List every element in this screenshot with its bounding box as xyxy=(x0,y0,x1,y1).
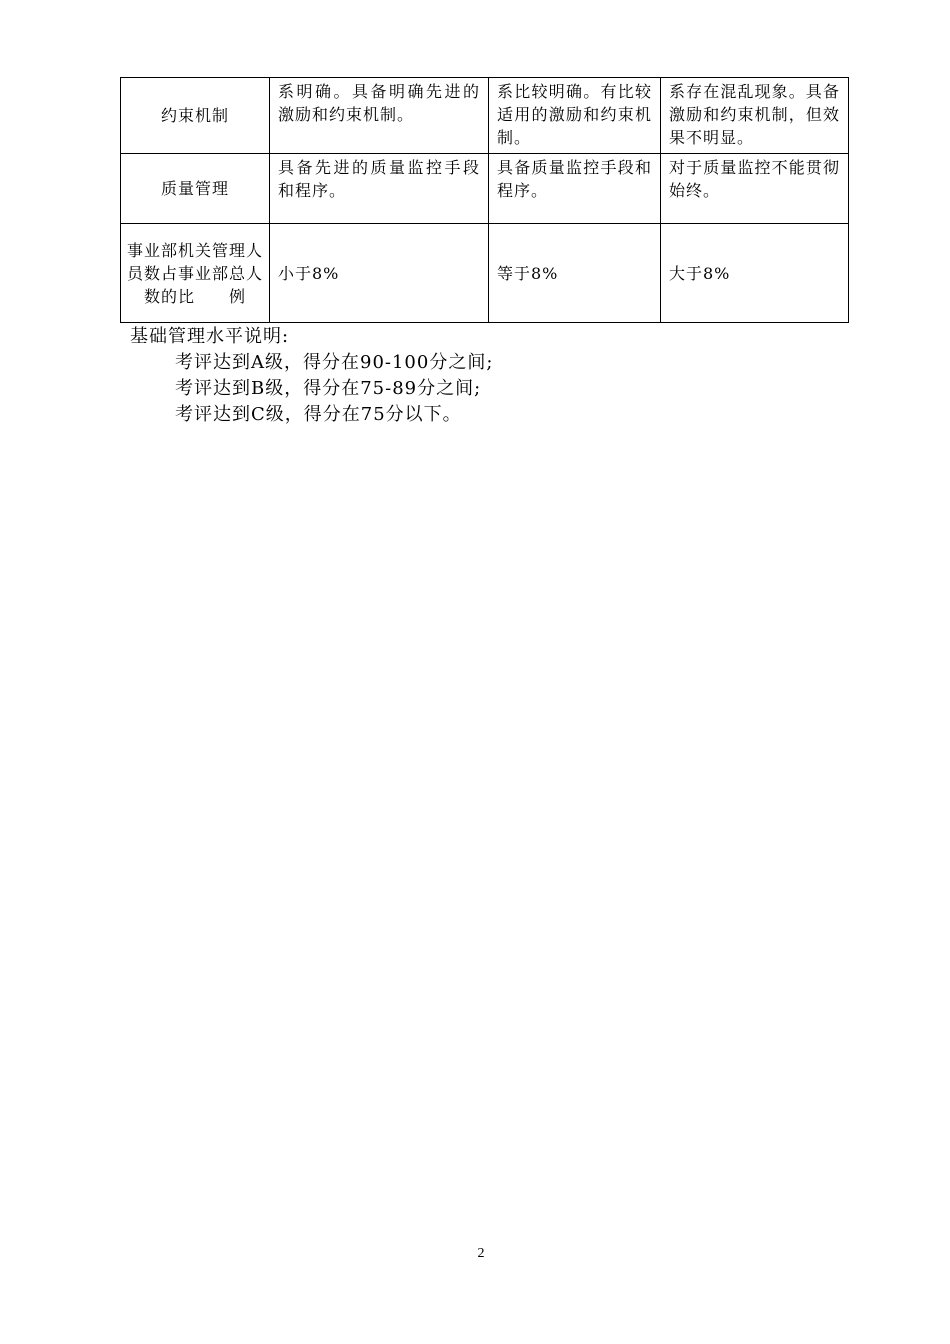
row-label: 质量管理 xyxy=(121,154,270,224)
evaluation-table xyxy=(120,77,849,323)
table-row xyxy=(121,224,849,323)
grade-b-cell: 具备质量监控手段和程序。 xyxy=(489,154,661,224)
grade-c-cell: 对于质量监控不能贯彻始终。 xyxy=(661,154,849,224)
table-row xyxy=(121,154,849,224)
grade-a-cell: 系明确。具备明确先进的激励和约束机制。 xyxy=(270,78,489,154)
notes-heading: 基础管理水平说明: xyxy=(130,326,290,347)
grade-b-cell: 系比较明确。有比较适用的激励和约束机制。 xyxy=(489,78,661,154)
grade-a-cell: 小于8% xyxy=(270,224,489,323)
row-label: 约束机制 xyxy=(121,78,270,154)
notes-section xyxy=(130,324,493,428)
grade-c-cell: 大于8% xyxy=(661,224,849,323)
table-row xyxy=(121,78,849,154)
page-number: 2 xyxy=(477,1246,485,1261)
note-item: 考评达到B级，得分在75-89分之间; xyxy=(175,378,482,399)
grade-b-cell: 等于8% xyxy=(489,224,661,323)
note-item: 考评达到C级，得分在75分以下。 xyxy=(175,404,462,425)
grade-a-cell: 具备先进的质量监控手段和程序。 xyxy=(270,154,489,224)
note-item: 考评达到A级，得分在90-100分之间; xyxy=(175,352,494,373)
grade-c-cell: 系存在混乱现象。具备激励和约束机制，但效果不明显。 xyxy=(661,78,849,154)
row-label: 事业部机关管理人员数占事业部总人数的比 例 xyxy=(121,224,270,323)
